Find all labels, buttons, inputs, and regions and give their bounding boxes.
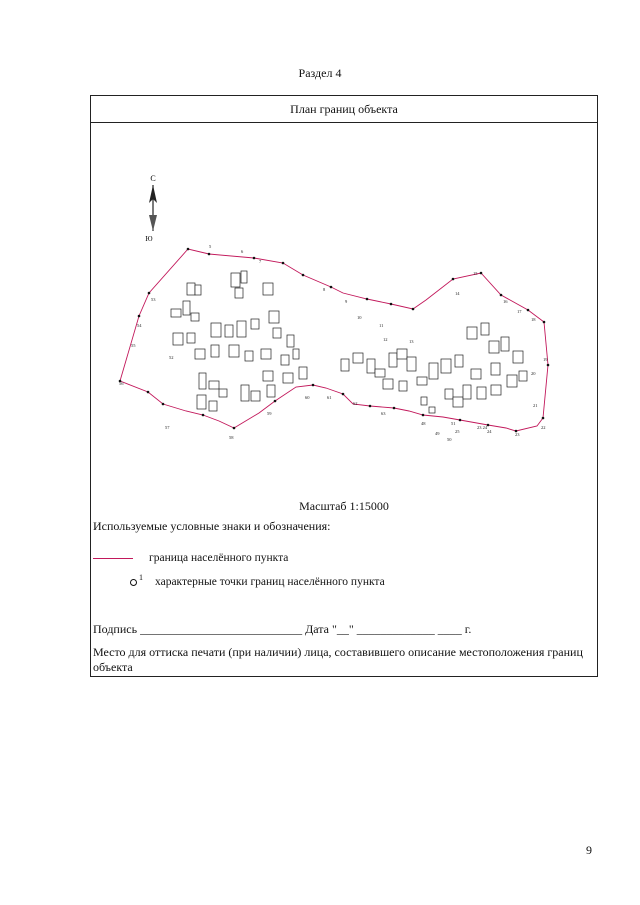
svg-text:25: 25 (455, 429, 460, 434)
svg-text:61: 61 (327, 395, 332, 400)
north-arrow-icon (149, 185, 157, 231)
svg-text:10: 10 (357, 315, 362, 320)
svg-text:59: 59 (267, 411, 272, 416)
compass-north: С (150, 174, 156, 183)
svg-text:15: 15 (473, 271, 478, 276)
svg-text:13: 13 (409, 339, 414, 344)
svg-text:63: 63 (381, 411, 386, 416)
svg-text:58: 58 (229, 435, 234, 440)
legend-label: граница населённого пункта (149, 552, 289, 564)
svg-text:24: 24 (487, 429, 492, 434)
svg-text:62: 62 (353, 401, 358, 406)
buildings (171, 271, 527, 413)
svg-text:50: 50 (447, 437, 452, 442)
svg-text:7: 7 (259, 259, 262, 264)
svg-text:48: 48 (421, 421, 426, 426)
svg-text:16: 16 (503, 299, 508, 304)
svg-text:54: 54 (137, 323, 142, 328)
stamp-place-text: Место для оттиска печати (при наличии) лица, составившего описание местоположения границ объекта (93, 645, 583, 674)
svg-text:53: 53 (151, 297, 156, 302)
svg-text:9: 9 (345, 299, 348, 304)
svg-text:17: 17 (517, 309, 522, 314)
svg-text:23 24: 23 24 (477, 425, 488, 430)
page-number: 9 (586, 843, 592, 857)
svg-text:56: 56 (119, 381, 124, 386)
svg-text:20: 20 (531, 371, 536, 376)
legend-title: Используемые условные знаки и обозначения: (93, 519, 331, 533)
svg-text:8: 8 (323, 287, 326, 292)
svg-text:14: 14 (455, 291, 460, 296)
boundary-line-icon (93, 558, 133, 559)
settlement-boundary (120, 249, 548, 431)
map-scale: Масштаб 1:15000 (299, 499, 389, 513)
legend-label: характерные точки границ населённого пункта (155, 576, 385, 588)
svg-text:12: 12 (383, 337, 388, 342)
svg-text:23: 23 (515, 432, 520, 437)
plan-header: План границ объекта (91, 96, 597, 123)
legend-item-boundary (93, 552, 288, 564)
svg-text:51: 51 (451, 421, 456, 426)
signature-line: Подпись ___________________________ Дата "__" _____________ ____ г. (93, 622, 472, 636)
svg-text:57: 57 (165, 425, 170, 430)
svg-text:6: 6 (241, 249, 244, 254)
svg-text:5: 5 (209, 244, 212, 249)
svg-text:55: 55 (131, 343, 136, 348)
compass-south: Ю (145, 235, 153, 243)
svg-text:19: 19 (543, 357, 548, 362)
svg-text:11: 11 (379, 323, 384, 328)
svg-text:49: 49 (435, 431, 440, 436)
svg-text:18: 18 (531, 317, 536, 322)
svg-text:21: 21 (533, 403, 538, 408)
point-marker-icon: 1 (93, 579, 143, 586)
section-title: Раздел 4 (298, 66, 342, 80)
plan-frame (90, 95, 598, 677)
svg-text:60: 60 (305, 395, 310, 400)
legend-item-points (93, 572, 385, 588)
boundary-map (91, 123, 597, 483)
svg-text:22: 22 (541, 425, 546, 430)
svg-text:52: 52 (169, 355, 174, 360)
